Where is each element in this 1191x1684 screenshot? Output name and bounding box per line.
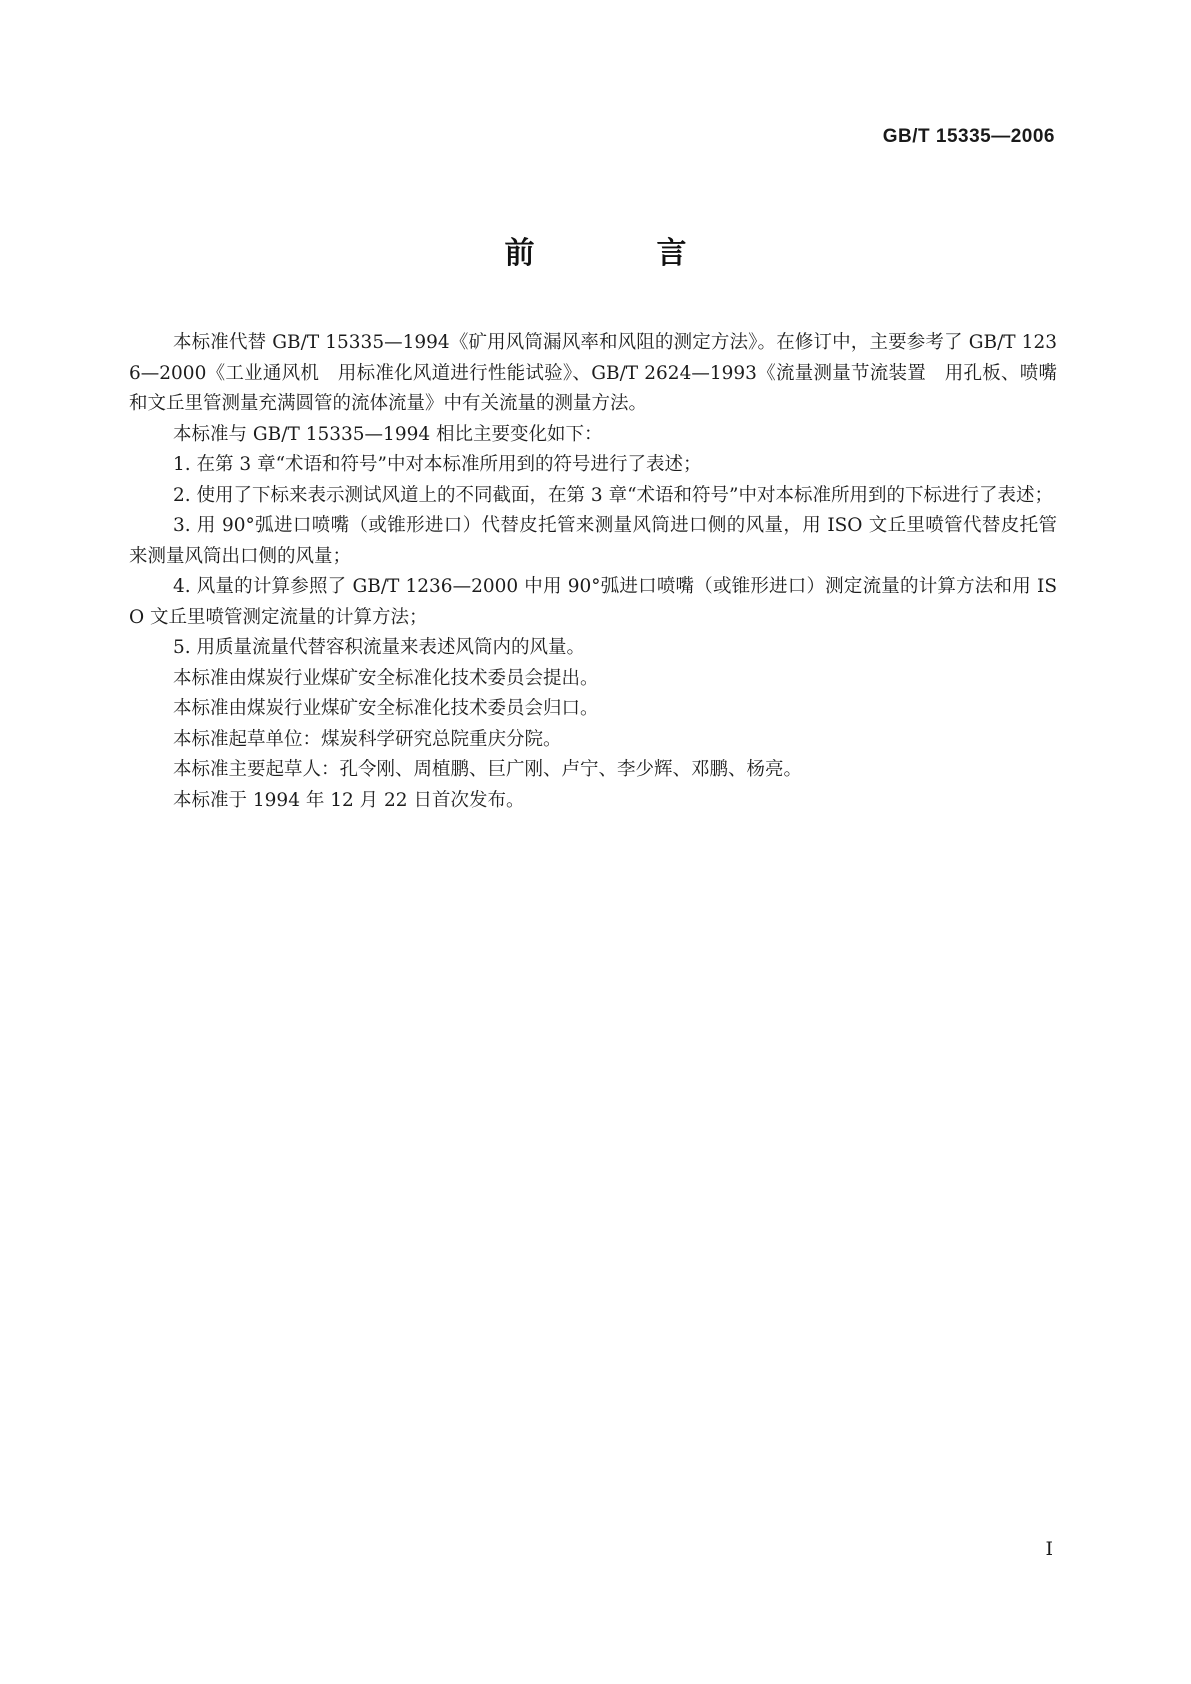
paragraph-change-4: 4. 风量的计算参照了 GB/T 1236—2000 中用 90°弧进口喷嘴（或锥形进口）测定流量的计算方法和用 ISO 文丘里喷管测定流量的计算方法； — [129, 576, 1057, 628]
paragraph-replacement-note: 本标准代替 GB/T 15335—1994《矿用风筒漏风率和风阻的测定方法》。在修订中，主要参考了 GB/T 1236—2000《工业通风机 用标准化风道进行性能试验》、GB/T 2624—1993《流量测量节流装置 用孔板、喷嘴和文丘里管测量充满圆管的流体流量》中有关流量的测量方法。 — [129, 332, 1057, 414]
paragraph-changes-intro: 本标准与 GB/T 15335—1994 相比主要变化如下： — [173, 423, 603, 445]
paragraph-change-1: 1. 在第 3 章“术语和符号”中对本标准所用到的符号进行了表述； — [173, 454, 702, 475]
paragraph-drafters: 本标准主要起草人：孔令刚、周植鹏、巨广刚、卢宁、李少辉、邓鹏、杨亮。 — [173, 759, 803, 780]
standard-code: GB/T 15335—2006 — [882, 126, 1055, 147]
paragraph-administrator: 本标准由煤炭行业煤矿安全标准化技术委员会归口。 — [173, 698, 599, 719]
paragraph-drafting-unit: 本标准起草单位：煤炭科学研究总院重庆分院。 — [173, 728, 562, 750]
paragraph-change-5: 5. 用质量流量代替容积流量来表述风筒内的风量。 — [173, 637, 586, 658]
paragraph-proposer: 本标准由煤炭行业煤矿安全标准化技术委员会提出。 — [173, 667, 599, 689]
paragraph-change-3: 3. 用 90°弧进口喷嘴（或锥形进口）代替皮托管来测量风筒进口侧的风量，用 ISO 文丘里喷管代替皮托管来测量风筒出口侧的风量； — [129, 515, 1057, 567]
preface-body — [129, 328, 1057, 816]
page-title: 前 言 — [504, 236, 733, 271]
paragraph-first-release: 本标准于 1994 年 12 月 22 日首次发布。 — [173, 789, 525, 811]
paragraph-change-2: 2. 使用了下标来表示测试风道上的不同截面，在第 3 章“术语和符号”中对本标准所用到的下标进行了表述； — [173, 484, 1053, 506]
page-number: I — [1045, 1538, 1053, 1560]
